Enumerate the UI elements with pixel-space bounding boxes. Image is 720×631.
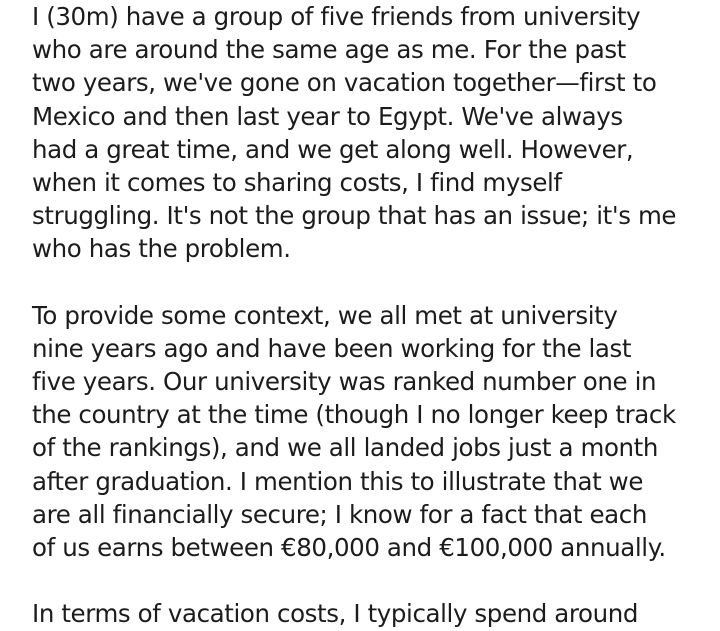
text-line: after graduation. I mention this to illustrate that we <box>32 466 643 496</box>
paragraph-3 <box>32 597 712 630</box>
paragraph-spacer <box>32 564 712 597</box>
post-body <box>32 0 712 631</box>
text-line: In terms of vacation costs, I typically spend around <box>32 599 639 629</box>
text-line: five years. Our university was ranked number one in <box>32 367 657 397</box>
text-line: of us earns between €80,000 and €100,000 annually. <box>32 533 666 562</box>
text-line: Mexico and then last year to Egypt. We've always <box>32 101 623 131</box>
text-line: To provide some context, we all met at university <box>32 300 618 330</box>
text-line: who has the problem. <box>32 234 291 264</box>
text-line: the country at the time (though I no longer keep track <box>32 400 676 430</box>
text-line: who are around the same age as me. For the past <box>32 35 626 65</box>
text-line: I (30m) have a group of five friends from university <box>32 2 641 31</box>
text-line: when it comes to sharing costs, I find myself <box>32 167 562 197</box>
text-line: two years, we've gone on vacation together—first to <box>32 68 657 98</box>
text-line: had a great time, and we get along well. However, <box>32 134 634 164</box>
text-line: are all financially secure; I know for a fact that each <box>32 499 647 529</box>
paragraph-2 <box>32 299 712 565</box>
paragraph-spacer <box>32 266 712 299</box>
paragraph-1 <box>32 0 712 266</box>
text-line: struggling. It's not the group that has an issue; it's me <box>32 201 677 231</box>
text-line: nine years ago and have been working for the last <box>32 333 632 363</box>
text-line: of the rankings), and we all landed jobs just a month <box>32 433 659 463</box>
